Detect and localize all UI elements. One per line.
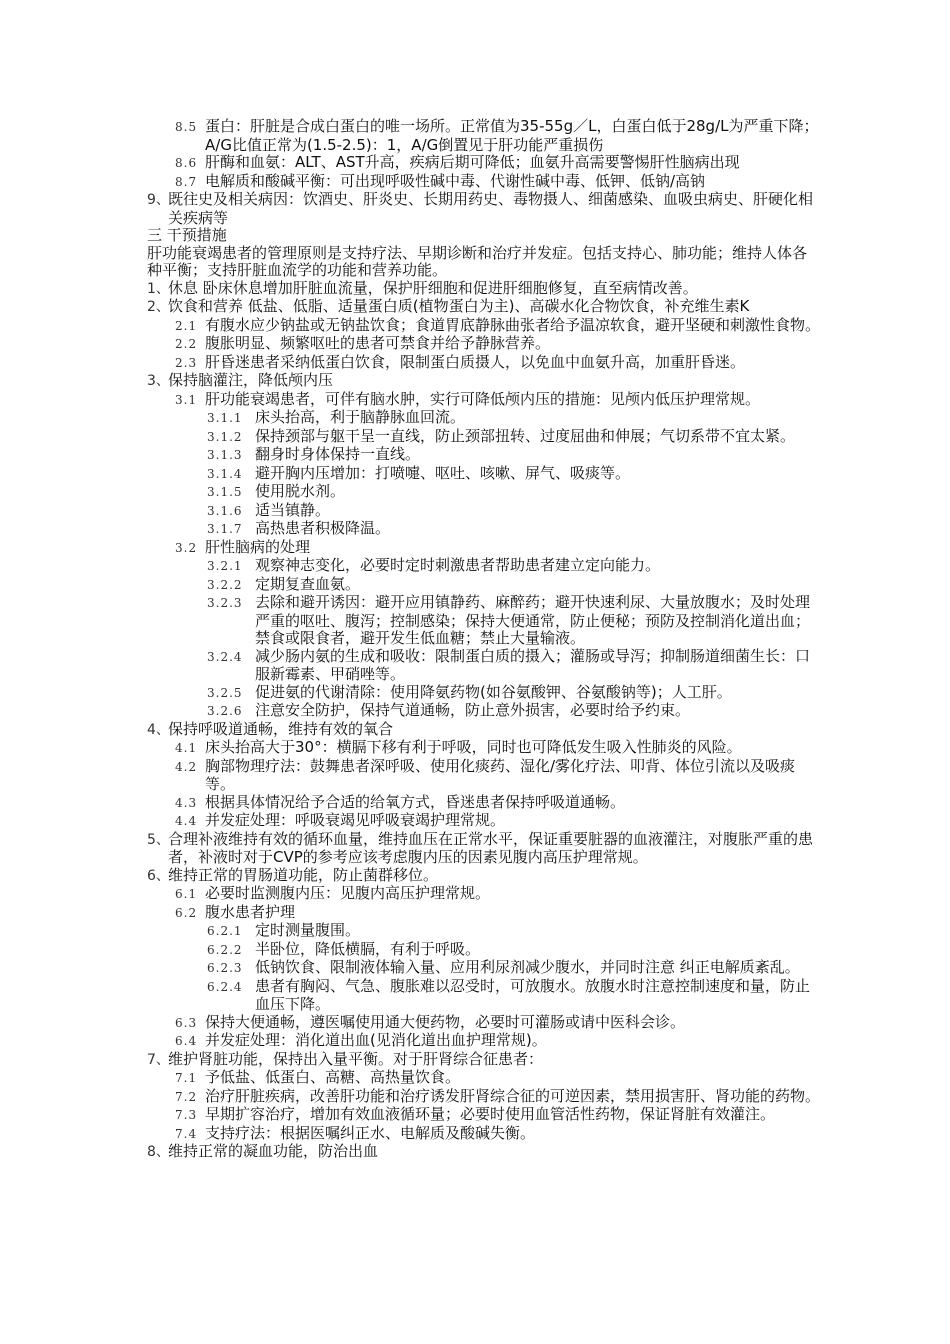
document-line [0,1125,820,1144]
document-line [0,428,820,447]
line-text: 使用脱水剂。 [255,482,346,500]
line-text: 予低盐、低蛋白、高糖、高热量饮食。 [205,1068,461,1086]
line-number: 9、 [147,192,170,208]
document-line [0,557,820,576]
document-line [0,594,820,648]
line-number: 3.1.7 [207,522,243,536]
line-number: 6.3 [175,1015,198,1030]
line-text: 患者有胸闷、气急、腹胀难以忍受时，可放腹水。放腹水时注意控制速度和量，防止血压下降。 [255,976,811,1013]
document-line [0,922,820,941]
line-text: 定期复查血氨。 [255,574,361,593]
line-text: 维持正常的凝血功能，防治出血 [168,1142,379,1160]
document-line [0,245,815,280]
line-number: 7、 [147,1051,170,1068]
document-line [0,409,820,428]
document-line [0,1051,820,1070]
line-text: 早期扩容治疗，增加有效血液循环量；必要时使用血管活性药物，保证肾脏有效灌注。 [205,1105,776,1123]
line-text: 三 干预措施 [147,226,227,244]
line-text: 有腹水应少钠盐或无钠盐饮食；食道胃底静脉曲张者给予温凉软食，避开坚硬和刺激性食物。 [205,315,821,334]
line-number: 3.2.3 [207,596,243,610]
line-text: 电解质和酸碱平衡：可出现呼吸性碱中毒、代谢性碱中毒、低钾、低钠/高钠 [205,171,706,190]
line-number: 3.2.5 [207,685,243,700]
line-number: 4.3 [175,795,198,810]
document-line [0,446,820,465]
line-text: 减少肠内氨的生成和吸收：限制蛋白质的摄入；灌肠或导泻；抑制肠道细菌生长：口服新霉素、甲硝唑等。 [255,646,811,683]
document-line [0,702,820,721]
line-text: 必要时监测腹内压：见腹内高压护理常规。 [205,884,491,902]
document-line [0,941,820,960]
line-number: 7.4 [175,1126,198,1141]
line-text: 并发症处理：呼吸衰竭见呼吸衰竭护理常规。 [205,811,506,829]
line-text: 肝性脑病的处理 [205,537,311,556]
line-text: 床头抬高大于30°：横膈下移有利于呼吸，同时也可降低发生吸入性肺炎的风险。 [205,738,742,756]
line-number: 3.1.2 [207,429,243,444]
line-text: 合理补液维持有效的循环血量，维持血压在正常水平，保证重要脏器的血液灌注，对腹胀严重的患者，补液时对于CVP的参考应该考虑腹内压的因素见腹内高压护理常规。 [168,829,814,866]
line-number: 3.2.4 [207,649,243,664]
line-number: 3、 [147,373,170,389]
line-text: 半卧位，降低横膈，有利于呼吸。 [255,939,481,958]
line-text: 适当镇静。 [255,500,331,519]
document-line [0,1032,820,1051]
line-number: 2.3 [175,355,198,370]
line-number: 1、 [147,280,170,297]
line-text: 并发症处理：消化道出血(见消化道出血护理常规)。 [205,1031,547,1049]
line-text: 维护肾脏功能，保持出入量平衡。对于肝肾综合征患者： [168,1049,544,1068]
line-number: 3.2.2 [207,577,243,592]
document-line [0,831,820,867]
line-number: 8.5 [175,120,198,134]
document-line [0,298,820,317]
document-line [0,354,820,373]
line-text: 定时测量腹围。 [255,921,361,939]
document-line [0,502,820,521]
line-number: 8、 [147,1144,170,1160]
document-line [0,154,820,173]
document-line [0,684,820,703]
line-number: 8.6 [175,156,198,170]
document-line [0,721,820,740]
line-number: 6.2.3 [207,961,243,975]
line-number: 6.4 [175,1034,198,1048]
document-line [0,812,820,831]
document-line [0,904,820,923]
line-text: 低钠饮食、限制液体输入量、应用利尿剂减少腹水，并同时注意 纠正电解质紊乱。 [255,958,800,976]
document-line [0,867,820,886]
line-text: 维持正常的胃肠道功能，防止菌群移位。 [168,865,439,884]
document-page [0,118,950,1162]
line-number: 6.2 [175,905,198,920]
line-text: 支持疗法：根据医嘱纠正水、电解质及酸碱失衡。 [205,1123,536,1142]
line-number: 3.1.3 [207,448,243,462]
document-line [0,1014,820,1033]
document-line [0,758,820,794]
document-line [0,1106,820,1125]
line-number: 3.1.5 [207,485,243,499]
line-text: 饮食和营养 低盐、低脂、适量蛋白质(植物蛋白为主)、高碳水化合物饮食，补充维生素K [168,297,750,315]
line-number: 3.1.1 [207,411,243,425]
line-number: 3.2.6 [207,704,243,718]
line-text: 保持大便通畅，遵医嘱使用通大便药物，必要时可灌肠或请中医科会诊。 [205,1012,686,1031]
line-text: 保持颈部与躯干呈一直线，防止颈部扭转、过度屈曲和伸展；气切系带不宜太紧。 [255,426,796,445]
document-line [0,191,820,227]
document-line [0,118,820,154]
line-number: 7.1 [175,1071,198,1085]
line-number: 5、 [147,831,170,848]
line-number: 3.2.1 [207,559,243,573]
line-number: 3.1.6 [207,503,243,518]
line-text: 根据具体情况给予合适的给氧方式，昏迷患者保持呼吸道通畅。 [205,792,626,811]
line-number: 6.2.4 [207,979,243,994]
line-text: 高热患者积极降温。 [255,519,391,537]
document-line [0,280,820,299]
line-number: 2.2 [175,337,198,351]
line-text: 既往史及相关病因：饮酒史、肝炎史、长期用药史、毒物摄人、细菌感染、血吸虫病史、肝硬化相关疾病等 [168,190,814,227]
document-line [0,227,815,245]
line-text: 肝酶和血氨：ALT、AST升高，疾病后期可降低；血氨升高需要警惕肝性脑病出现 [205,153,740,171]
line-text: 保持呼吸道通畅，维持有效的氧合 [168,719,394,738]
document-line [0,372,820,391]
line-text: 保持脑灌注，降低颅内压 [168,371,334,389]
line-number: 7.3 [175,1108,198,1122]
line-number: 6.2.1 [207,924,243,938]
document-line [0,885,820,904]
line-text: 肝昏迷患者采纳低蛋白饮食，限制蛋白质摄人，以免血中血氨升高，加重肝昏迷。 [205,352,746,371]
document-line [0,648,820,684]
line-text: 胸部物理疗法：鼓舞患者深呼吸、使用化痰药、湿化/雾化疗法、叩背、体位引流以及吸痰等。 [205,756,796,793]
line-number: 6.1 [175,887,198,901]
line-text: 治疗肝脏疾病，改善肝功能和治疗诱发肝肾综合征的可逆因素，禁用损害肝、肾功能的药物。 [205,1086,821,1105]
line-number: 8.7 [175,174,198,189]
line-number: 6、 [147,867,170,884]
line-number: 6.2.2 [207,942,243,957]
line-text: 促进氨的代谢清除：使用降氨药物(如谷氨酸钾、谷氨酸钠等)；人工肝。 [255,682,732,701]
line-number: 2、 [147,299,170,315]
document-line [0,576,820,595]
line-number: 4.4 [175,814,198,828]
line-number: 4.2 [175,759,198,774]
line-text: 翻身时身体保持一直线。 [255,445,421,463]
line-text: 避开胸内压增加：打喷嚏、呕吐、咳嗽、屏气、吸痰等。 [255,463,631,482]
document-line [0,959,820,978]
line-text: 肝功能衰竭患者的管理原则是支持疗法、早期诊断和治疗并发症。包括支持心、肺功能；维持人体各种平衡；支持肝脏血流学的功能和营养功能。 [147,243,808,279]
document-line [0,1088,820,1107]
document-line [0,335,820,354]
line-number: 2.1 [175,318,198,333]
line-number: 4.1 [175,741,198,755]
line-text: 注意安全防护，保持气道通畅，防止意外损害，必要时给予约束。 [255,701,691,719]
line-text: 床头抬高，利于脑静脉血回流。 [255,408,466,426]
line-number: 3.2 [175,540,198,555]
line-text: 腹水患者护理 [205,902,296,921]
document-line [0,391,820,410]
line-text: 观察神志变化，必要时定时刺激患者帮助患者建立定向能力。 [255,556,661,574]
line-number: 7.2 [175,1089,198,1104]
document-line [0,483,820,502]
document-line [0,1069,820,1088]
document-line [0,739,820,758]
document-line [0,1143,820,1162]
document-line [0,520,820,539]
line-number: 3.1 [175,392,198,407]
line-text: 休息 卧床休息增加肝脏血流量，保护肝细胞和促进肝细胞修复，直至病情改善。 [168,278,698,297]
line-number: 3.1.4 [207,466,243,481]
document-line [0,317,820,336]
line-text: 去除和避开诱因：避开应用镇静药、麻醉药；避开快速利尿、大量放腹水；及时处理严重的呕吐、腹泻；控制感染；保持大便通常，防止便秘；预防及控制消化道出血；禁食或限食者，避开发生低血糖；禁止大量输液。 [255,593,811,647]
line-text: 肝功能衰竭患者，可伴有脑水肿，实行可降低颅内压的措施：见颅内低压护理常规。 [205,389,761,408]
document-line [0,539,820,558]
document-line [0,978,820,1014]
line-text: 蛋白：肝脏是合成白蛋白的唯一场所。正常值为35-55g／L，白蛋白低于28g/L为严重下降；A/G比值正常为(1.5-2.5)：1，A/G倒置见于肝功能严重损伤 [205,117,819,154]
document-line [0,794,820,813]
document-line [0,173,820,192]
document-line [0,465,820,484]
line-text: 腹胀明显、频繁呕吐的患者可禁食并给予静脉营养。 [205,334,551,352]
line-number: 4、 [147,721,170,738]
